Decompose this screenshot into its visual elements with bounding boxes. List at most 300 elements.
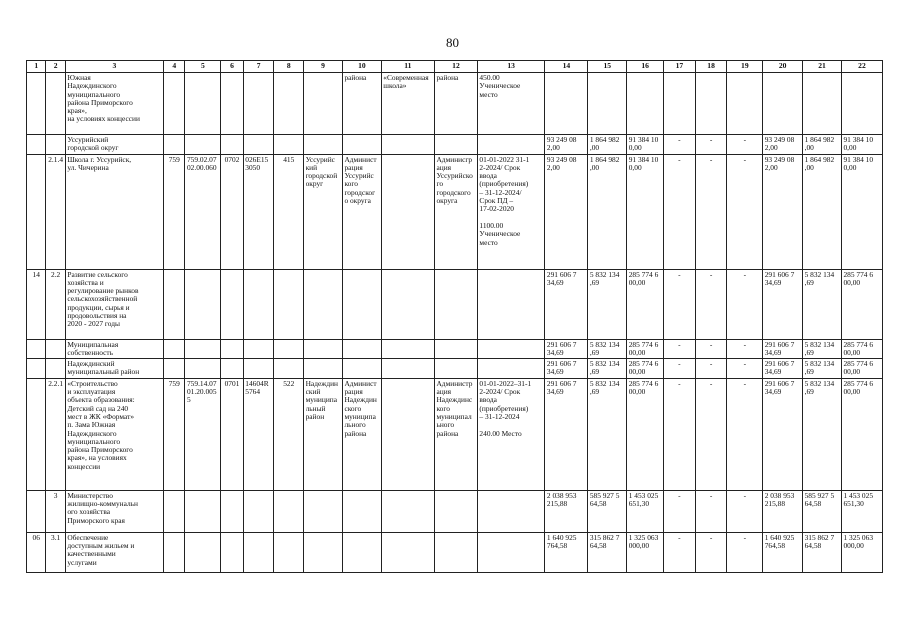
cell-col-4 [164,269,185,339]
cell-col-13 [477,269,544,339]
cell-line: доступным жильем и [67,542,135,551]
cell-col-11 [381,339,434,359]
cell-col-2: 3 [46,490,65,532]
cell-line: Уссурийский [67,136,109,144]
cell-line: ул. Чичерина [67,163,109,172]
cell-line: 651,30 [628,500,650,509]
cell-col-11 [381,154,434,269]
cell-col-22 [841,73,882,135]
cell-col-12 [434,359,477,379]
cell-col-21 [803,359,842,379]
cell-line: 000,00 [843,542,864,551]
cell-line: 2 038 953 [764,491,795,500]
cell-line: Школа г. Уссурийск, [67,155,132,164]
cell-col-12 [434,378,477,490]
cell-col-8: 522 [274,378,304,490]
cell-col-22 [841,269,882,339]
cell-col-13 [477,73,544,135]
cell-line: Приморского края [67,516,125,525]
column-header-7: 7 [243,61,274,73]
cell-line: Надеждинс [436,396,473,405]
cell-col-20 [763,154,803,269]
cell-col-3 [65,339,163,359]
cell-col-8 [274,135,304,155]
cell-col-16 [627,269,664,339]
cell-col-7 [243,339,274,359]
cell-col-22 [841,532,882,572]
cell-line: 5 832 134 [589,340,620,349]
cell-col-3 [65,532,163,572]
cell-line: муниципал [436,412,472,421]
cell-line: 1100.00 [479,221,504,230]
cell-col-8 [274,339,304,359]
cell-line: 291 606 7 [546,379,577,388]
table-row [27,359,883,379]
cell-col-15 [588,359,627,379]
column-header-16: 16 [627,61,664,73]
cell-line: края», на условиях [67,454,127,463]
cell-line: 0,00 [628,163,642,172]
cell-line: 2-2024/ Срок [479,163,521,172]
cell-line: 026E15 [245,155,269,164]
column-header-13: 13 [477,61,544,73]
table-row [27,154,883,269]
cell-line: ация [436,163,452,172]
cell-line: место [479,238,498,247]
cell-col-5 [185,154,221,269]
column-header-17: 17 [664,61,696,73]
cell-col-4 [164,532,185,572]
cell-line: Обеспечение [67,533,109,542]
cell-col-1 [27,359,46,379]
cell-col-5 [185,378,221,490]
cell-col-4 [164,359,185,379]
cell-line: 00,00 [628,278,646,287]
cell-col-10 [342,73,381,135]
cell-line: района Приморского [67,98,133,107]
cell-line: ,00 [804,163,814,172]
cell-line: 64,58 [589,500,607,509]
cell-col-6 [221,339,243,359]
cell-line: 1 640 925 [546,533,577,542]
cell-line: ,69 [804,348,814,357]
cell-col-18: - [695,532,727,572]
cell-line: 291 606 7 [764,270,795,279]
cell-line: 5 832 134 [804,379,835,388]
cell-line: 01.20.005 [186,388,217,397]
cell-line: 285 774 6 [628,360,659,369]
cell-col-4: 759 [164,154,185,269]
cell-line: Развитие сельского [67,270,128,279]
cell-col-12 [434,490,477,532]
cell-col-18: - [695,339,727,359]
cell-line: муниципа [305,396,338,405]
cell-line: 759.14.07 [186,379,217,388]
cell-line: Срок ПД – [479,197,514,206]
column-header-21: 21 [803,61,842,73]
cell-col-9 [304,532,343,572]
cell-line: 34,69 [546,368,564,377]
cell-line: 5 832 134 [589,379,620,388]
cell-line: – 31-12-2024/ [479,188,522,197]
cell-line: городской [305,172,338,181]
cell-line: 91 384 10 [843,155,874,164]
cell-col-6: 0702 [221,154,243,269]
cell-col-13 [477,135,544,155]
cell-line: концессии [67,462,101,471]
cell-col-4 [164,490,185,532]
cell-col-13 [477,339,544,359]
cell-col-12 [434,339,477,359]
cell-line: 93 249 08 [764,155,795,164]
cell-col-15 [588,73,627,135]
cell-col-8 [274,73,304,135]
cell-line: о округа [344,197,371,206]
cell-line: ,69 [589,368,600,377]
cell-line: п. Зама Южная [67,421,116,430]
column-header-4: 4 [164,61,185,73]
cell-line: (приобретения) [479,180,529,189]
cell-line: Детский сад на 240 [67,404,129,413]
cell-col-17: - [664,269,696,339]
cell-col-22 [841,154,882,269]
cell-line: 01-01-2022–31-1 [479,379,532,388]
cell-line: сельскохозяйственной [67,295,138,304]
cell-col-14 [545,359,588,379]
cell-line: 14604R [245,379,269,388]
cell-line: кий [305,163,318,172]
cell-line: 585 927 5 [804,491,835,500]
cell-col-9 [304,154,343,269]
cell-line: городского [436,188,471,197]
cell-col-14 [545,73,588,135]
cell-line: 2,00 [764,163,778,172]
cell-col-17: - [664,532,696,572]
column-header-12: 12 [434,61,477,73]
cell-col-19 [727,73,763,135]
cell-line: 00,00 [843,368,861,377]
cell-line: Надеждинского [67,82,117,91]
cell-line: ,69 [589,278,600,287]
cell-col-2: 2.1.4 [46,154,65,269]
cell-col-1 [27,490,46,532]
cell-col-16 [627,359,664,379]
cell-line: Админисгр [436,155,473,164]
cell-line: ьного [436,421,455,430]
cell-line: муниципального [67,437,121,446]
cell-col-19: - [727,339,763,359]
cell-col-4: 759 [164,378,185,490]
cell-line: услугами [67,558,97,567]
cell-col-2 [46,339,65,359]
cell-col-9 [304,73,343,135]
cell-line: мест в ЖК «Формат» [67,412,135,421]
cell-col-7 [243,490,274,532]
cell-line: 285 774 6 [628,379,659,388]
cell-line: 2-2024/ Срок [479,388,521,397]
cell-line: 759.02.07 [186,155,217,164]
cell-col-1 [27,154,46,269]
cell-line: Уссурийс [344,172,374,181]
cell-line: 2,00 [764,144,778,153]
cell-col-2 [46,135,65,155]
cell-line: 291 606 7 [546,340,577,349]
cell-col-1 [27,135,46,155]
cell-line: 34,69 [546,348,564,357]
cell-line: Надеждин [344,396,377,405]
cell-line: 285 774 6 [628,270,659,279]
cell-col-2: 2.2.1 [46,378,65,490]
cell-line: собственность [67,348,113,357]
cell-line: 02.00.060 [186,163,217,172]
cell-line: округа [436,197,458,206]
cell-col-3 [65,490,163,532]
cell-col-3 [65,73,163,135]
cell-line: 291 606 7 [546,360,577,369]
cell-line: 64,58 [804,500,822,509]
cell-col-4 [164,135,185,155]
cell-line: место [479,90,498,99]
cell-col-12 [434,135,477,155]
cell-col-6 [221,532,243,572]
cell-line: ввода [479,396,497,405]
cell-line: 00,00 [628,368,646,377]
cell-line: ,69 [804,388,814,397]
column-header-19: 19 [727,61,763,73]
cell-col-15 [588,490,627,532]
cell-col-20 [763,135,803,155]
cell-line: Уссурийс [305,155,335,164]
cell-line: 5 [186,396,191,405]
cell-line: 1 325 063 [843,533,874,542]
cell-line: школа» [383,82,407,91]
cell-col-8 [274,532,304,572]
cell-line [479,214,542,222]
cell-col-10 [342,339,381,359]
cell-line: ,69 [804,278,814,287]
cell-col-6 [221,135,243,155]
cell-line: 91 384 10 [628,155,659,164]
column-header-5: 5 [185,61,221,73]
cell-col-5 [185,490,221,532]
cell-col-17: - [664,490,696,532]
cell-line: (приобретения) [479,404,529,413]
cell-line: ,69 [589,388,600,397]
cell-col-16 [627,135,664,155]
cell-col-9 [304,135,343,155]
cell-line: 64,58 [804,542,822,551]
cell-line: хозяйства и [67,278,104,287]
cell-col-13 [477,154,544,269]
cell-col-17: - [664,339,696,359]
cell-col-11 [381,135,434,155]
table-body [27,61,883,573]
cell-line: 000,00 [628,542,650,551]
cell-col-15 [588,378,627,490]
cell-line: ского [344,404,362,413]
column-header-18: 18 [695,61,727,73]
cell-col-19: - [727,490,763,532]
cell-line: 00,00 [628,348,646,357]
cell-line: район [305,412,325,421]
cell-col-7 [243,269,274,339]
cell-col-21 [803,378,842,490]
cell-col-7 [243,532,274,572]
cell-line: 34,69 [546,278,564,287]
cell-line: 64,58 [589,542,607,551]
cell-line: 93 249 08 [546,136,577,144]
cell-col-8 [274,490,304,532]
cell-col-3 [65,135,163,155]
cell-line: 93 249 08 [764,136,795,144]
cell-line: 285 774 6 [843,360,874,369]
cell-col-10 [342,378,381,490]
cell-line: 91 384 10 [843,136,874,144]
cell-col-17: - [664,135,696,155]
column-header-3: 3 [65,61,163,73]
cell-line: ,00 [589,144,600,153]
cell-line: 2,00 [546,163,560,172]
cell-col-1 [27,378,46,490]
cell-line: 651,30 [843,500,864,509]
cell-line: Уссурийско [436,172,473,181]
cell-col-5 [185,269,221,339]
cell-col-2 [46,73,65,135]
cell-line: 285 774 6 [628,340,659,349]
cell-col-10 [342,154,381,269]
column-header-1: 1 [27,61,46,73]
cell-col-10 [342,532,381,572]
cell-line: края», [67,107,87,116]
cell-line: 1 640 925 [764,533,795,542]
cell-line: 1 325 063 [628,533,659,542]
cell-line: округ [305,180,324,189]
cell-line: муниципального [67,90,121,99]
cell-col-22 [841,339,882,359]
cell-col-15 [588,269,627,339]
table-header-row [27,61,883,73]
cell-line: 285 774 6 [843,379,874,388]
cell-line: объекта образования: [67,396,135,405]
column-header-20: 20 [763,61,803,73]
cell-line: 285 774 6 [843,340,874,349]
column-header-14: 14 [545,61,588,73]
cell-col-8 [274,269,304,339]
cell-line: 0,00 [628,144,642,153]
cell-line: 00,00 [628,388,646,397]
cell-line: 00,00 [843,348,861,357]
cell-line: 315 862 7 [804,533,835,542]
cell-col-18: - [695,378,727,490]
cell-line: ация [436,388,452,397]
cell-line: 5 832 134 [804,360,835,369]
cell-line: 34,69 [764,368,782,377]
cell-line: 5 832 134 [589,270,620,279]
cell-col-7 [243,154,274,269]
cell-col-6: 0701 [221,378,243,490]
cell-col-9 [304,269,343,339]
cell-line: на условиях концессии [67,115,140,124]
cell-col-20 [763,73,803,135]
cell-col-10 [342,359,381,379]
cell-line: го [436,180,444,189]
cell-line: ский [305,388,321,397]
cell-line: кого [436,404,450,413]
cell-col-22 [841,378,882,490]
cell-col-4 [164,73,185,135]
cell-line: 34,69 [546,388,564,397]
cell-col-19: - [727,269,763,339]
cell-col-21 [803,73,842,135]
cell-line: 764,58 [764,542,786,551]
cell-line: 215,88 [764,500,786,509]
cell-col-21 [803,339,842,359]
cell-line: льного [344,421,366,430]
cell-line: городской округ [67,144,119,153]
cell-col-17: - [664,154,696,269]
cell-col-4 [164,339,185,359]
cell-line: 1 864 982 [589,136,620,144]
cell-col-15 [588,532,627,572]
cell-line: района [344,429,367,438]
budget-table [26,60,883,573]
cell-col-20 [763,359,803,379]
cell-col-18: - [695,359,727,379]
cell-col-14 [545,378,588,490]
cell-line: 5 832 134 [804,340,835,349]
cell-col-7 [243,359,274,379]
cell-line: Надеждин [305,379,339,388]
cell-col-10 [342,269,381,339]
cell-col-20 [763,490,803,532]
cell-col-3 [65,269,163,339]
cell-line: 240.00 Место [479,429,522,438]
cell-col-6 [221,269,243,339]
cell-col-7 [243,73,274,135]
cell-line: ,69 [804,368,814,377]
cell-col-11 [381,490,434,532]
cell-col-18: - [695,269,727,339]
cell-col-10 [342,490,381,532]
cell-line [479,421,542,429]
cell-line: 2 038 953 [546,491,577,500]
column-header-11: 11 [381,61,434,73]
cell-col-13 [477,359,544,379]
cell-col-2 [46,359,65,379]
column-header-9: 9 [304,61,343,73]
cell-col-18: - [695,490,727,532]
cell-line: 450.00 [479,74,500,82]
column-header-8: 8 [274,61,304,73]
cell-col-1: 14 [27,269,46,339]
cell-col-1 [27,73,46,135]
cell-line: 01-01-2022 31-1 [479,155,530,164]
cell-line: регулирование рынков [67,287,139,296]
table-row [27,532,883,572]
cell-col-11 [381,378,434,490]
cell-line: продукции, сырья и [67,303,130,312]
cell-line: ,00 [804,144,814,153]
column-header-2: 2 [46,61,65,73]
cell-line: жилищно-коммунальн [67,500,138,509]
cell-col-20 [763,378,803,490]
column-header-10: 10 [342,61,381,73]
cell-col-1: 06 [27,532,46,572]
cell-line: Администр [436,379,473,388]
cell-col-14 [545,339,588,359]
cell-col-9 [304,490,343,532]
cell-col-19: - [727,378,763,490]
